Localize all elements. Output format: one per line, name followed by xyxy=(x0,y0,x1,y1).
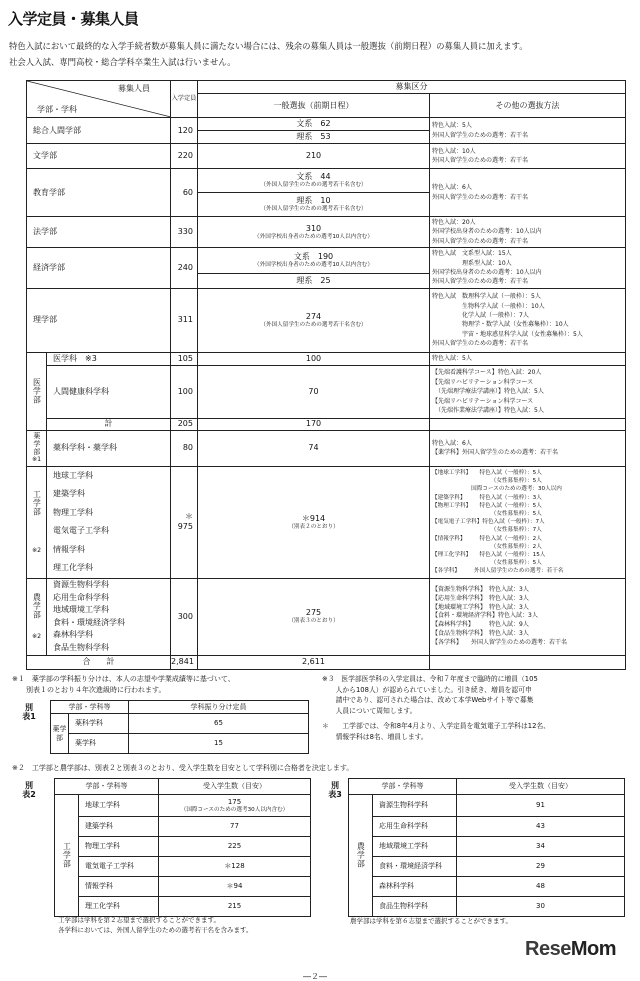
row-ko-cap: ＊975 xyxy=(171,466,198,578)
row-kei-name: 経済学部 xyxy=(27,248,171,289)
t2-h1: 学部・学科等 xyxy=(55,779,159,795)
header-boshu: 募集人員 xyxy=(118,84,150,93)
row-sogo-cap: 120 xyxy=(171,118,198,144)
table-1 xyxy=(50,700,309,754)
row-ko-depts: 地球工学科 建築学科 物理工学科 電気電子工学科 情報学科 理工化学科 xyxy=(47,466,171,578)
t3-h1: 学部・学科等 xyxy=(349,779,457,795)
header-kubun: 募集区分 xyxy=(198,81,626,94)
admission-table xyxy=(26,80,626,670)
row-kei-rikei: 理系 25 xyxy=(198,273,430,288)
header-sonota: その他の選抜方法 xyxy=(430,94,626,118)
t2-row-value: 175 （国際コースのための選考30人以内含む） xyxy=(159,795,311,817)
row-igaku-kei-ippan: 170 xyxy=(198,418,430,430)
intro-line-2: 社会人入試、専門高校・総合学科卒業生入試は行いません。 xyxy=(9,57,236,67)
row-yaku-name: 薬科学科・薬学科 xyxy=(47,430,171,466)
row-kyo-notes: 特色入試：6人 外国人留学生のための選考：若干名 xyxy=(430,169,626,217)
t3-row-name: 森林科学科 xyxy=(373,877,457,897)
row-ho-ippan: 310 （外国学校出身者のための選考10人以内含む） xyxy=(198,217,430,248)
row-igaku-kenko-ippan: 70 xyxy=(198,365,430,418)
t1-fac: 薬学部 xyxy=(51,714,69,754)
t3-row-value: 43 xyxy=(457,817,625,837)
t3-row-name: 食料・環境経済学科 xyxy=(373,857,457,877)
t2-row-value: ＊94 xyxy=(159,877,311,897)
resemom-logo: ReseMom xyxy=(525,938,616,960)
t2-row-name: 建築学科 xyxy=(79,817,159,837)
row-bun-name: 文学部 xyxy=(27,144,171,169)
page-number: ―２― xyxy=(303,972,327,981)
header-diagonal-cell xyxy=(27,81,171,118)
t2-fac: 工学部 xyxy=(55,795,79,917)
row-kei-bunkei: 文系 190 （外国学校出身者のための選考10人以内含む） xyxy=(198,248,430,274)
row-kyo-bunkei: 文系 44 （外国人留学生のための選考若干名含む） xyxy=(198,169,430,193)
t2-row-value: 77 xyxy=(159,817,311,837)
table1-label: 別表1 xyxy=(22,703,36,721)
t3-row-name: 資源生物科学科 xyxy=(373,795,457,817)
row-sogo-notes: 特色入試：5人 外国人留学生のための選考：若干名 xyxy=(430,118,626,144)
t2-row-name: 情報学科 xyxy=(79,877,159,897)
header-teiin: 入学定員 xyxy=(171,81,198,118)
t2-row-name: 物理工学科 xyxy=(79,837,159,857)
total-blank xyxy=(430,655,626,669)
row-kyo-name: 教育学部 xyxy=(27,169,171,217)
ko-label: 工学部 ※2 xyxy=(27,466,47,578)
row-kei-cap: 240 xyxy=(171,248,198,289)
t2-row-name: 電気電子工学科 xyxy=(79,857,159,877)
row-igaku-kenko-cap: 100 xyxy=(171,365,198,418)
t3-row-name: 地域環境工学科 xyxy=(373,837,457,857)
t2-row-value: 225 xyxy=(159,837,311,857)
row-igaku-ika-cap: 105 xyxy=(171,352,198,365)
t2-row-name: 地球工学科 xyxy=(79,795,159,817)
note-3: ※３ 医学部医学科の入学定員は、令和７年度まで臨時的に増員（105 人から108人）が認められていました。引き続き、増員を認可申 請中であり、認可された場合は、改めて本学Webサイト等で募集 人員について周知します。 xyxy=(322,675,538,715)
t1-row-value: 65 xyxy=(129,714,309,734)
t1-row-value: 15 xyxy=(129,734,309,754)
row-sogo-name: 総合人間学部 xyxy=(27,118,171,144)
note-1: ※１ 薬学部の学科振り分けは、本人の志望や学業成績等に基づいて、 別表１のとおり４年次進級時に行われます。 xyxy=(12,675,235,694)
row-ho-cap: 330 xyxy=(171,217,198,248)
row-yaku-ippan: 74 xyxy=(198,430,430,466)
t2-row-value: 215 xyxy=(159,897,311,917)
row-no-notes: 【資源生物科学科】 特色入試：3人 【応用生命科学科】 特色入試：3人 【地域環境工学科】 特色入試：3人 【食料・環境経済学科】特色入試：3人 【森林科学科】 特色入試：9人 【食品生物科学科】 特色入試：3人 【各学科】 外国人留学生のための選考：若干名 xyxy=(430,578,626,655)
row-igaku-kenko-notes: 【先端看護科学コース】特色入試：20人 【先端リハビリテーション科学コース （先端理学療法学講座）】特色入試：5人 【先端リハビリテーション科学コース （先端作業療法学講座）】特色入試：5人 xyxy=(430,365,626,418)
row-bun-notes: 特色入試：10人 外国人留学生のための選考：若干名 xyxy=(430,144,626,169)
t3-row-name: 応用生命科学科 xyxy=(373,817,457,837)
row-sogo-rikei: 理系 53 xyxy=(198,131,430,144)
t1-row-name: 薬学科 xyxy=(69,734,129,754)
row-ri-notes: 特色入試 数理科学入試（一般枠）：5人 生物科学入試（一般枠）：10人 化学入試（一般枠）：7人 物理学・数学入試（女性募集枠）：10人 宇宙・地球惑星科学入試（女性募集枠）：5人 外国人留学生のための選考：若干名 xyxy=(430,288,626,352)
header-gakubu: 学部・学科 xyxy=(37,105,77,114)
row-igaku-ika-ippan: 100 xyxy=(198,352,430,365)
row-kyo-rikei: 理系 10 （外国人留学生のための選考若干名含む） xyxy=(198,193,430,217)
table2-label: 別表2 xyxy=(22,781,36,799)
row-igaku-kei-label: 計 xyxy=(47,418,171,430)
table-3 xyxy=(348,778,625,917)
t3-h2: 受入学生数（目安） xyxy=(457,779,625,795)
yaku-label: 薬学部 ※1 xyxy=(27,430,47,466)
total-ippan: 2,611 xyxy=(198,655,430,669)
row-kei-notes: 特色入試 文系型入試：15人 理系型入試：10人 外国学校出身者のための選考：10人以内 外国人留学生のための選考：若干名 xyxy=(430,248,626,289)
row-kyo-cap: 60 xyxy=(171,169,198,217)
no-label: 農学部 ※2 xyxy=(27,578,47,655)
row-ri-name: 理学部 xyxy=(27,288,171,352)
intro-line-1: 特色入試において最終的な入学手続者数が募集人員に満たない場合には、残余の募集人員は一般選抜（前期日程）の募集人員に加えます。 xyxy=(9,41,528,51)
t1-row-name: 薬科学科 xyxy=(69,714,129,734)
row-ri-cap: 311 xyxy=(171,288,198,352)
header-ippan: 一般選抜（前期日程） xyxy=(198,94,430,118)
row-igaku-kei-cap: 205 xyxy=(171,418,198,430)
t3-fac: 農学部 xyxy=(349,795,373,917)
t3-row-value: 91 xyxy=(457,795,625,817)
total-label: 合 計 xyxy=(27,655,171,669)
t2-footnote: 工学部は学科を第２志望まで選択することができます。 各学科においては、外国人留学生のための選考若干名を含みます。 xyxy=(58,916,253,934)
t2-row-name: 理工化学科 xyxy=(79,897,159,917)
row-no-ippan: 275 （別表３のとおり） xyxy=(198,578,430,655)
note-asterisk: ＊ 工学部では、令和8年4月より、入学定員を電気電子工学科は12名、 情報学科は8名、増員します。 xyxy=(322,722,550,741)
row-no-cap: 300 xyxy=(171,578,198,655)
t1-h2: 学科振り分け定員 xyxy=(129,701,309,714)
row-no-depts: 資源生物科学科 応用生命科学科 地域環境工学科 食料・環境経済学科 森林科学科 食品生物科学科 xyxy=(47,578,171,655)
t3-row-name: 食品生物科学科 xyxy=(373,897,457,917)
t1-h1: 学部・学科等 xyxy=(51,701,129,714)
row-yaku-cap: 80 xyxy=(171,430,198,466)
row-ho-name: 法学部 xyxy=(27,217,171,248)
row-ri-ippan: 274 （外国人留学生のための選考若干名含む） xyxy=(198,288,430,352)
t3-row-value: 29 xyxy=(457,857,625,877)
total-cap: 2,841 xyxy=(171,655,198,669)
t3-row-value: 30 xyxy=(457,897,625,917)
row-ko-ippan: ＊914 （別表２のとおり） xyxy=(198,466,430,578)
row-igaku-ika-name: 医学科 ※3 xyxy=(47,352,171,365)
row-sogo-bunkei: 文系 62 xyxy=(198,118,430,131)
row-igaku-ika-notes: 特色入試：5人 xyxy=(430,352,626,365)
t3-footnote: 農学部は学科を第６志望まで選択することができます。 xyxy=(350,917,512,925)
table-2 xyxy=(54,778,311,917)
t3-row-value: 34 xyxy=(457,837,625,857)
row-ko-notes: 【地球工学科】 特色入試（一般枠）：5人 （女性募集枠）：5人 国際コースのための選考：30人以内 【建築学科】 特色入試（一般枠）：3人 【物理工学科】 特色入試（一般枠）：5人 （女性募集枠）：5人 【電気電子工学科】特色入試（一般枠）：7人 （女性募集枠）：7人 【情報学科】 特色入試（一般枠）：2人 （女性募集枠）：2人 【理工化学科】 特色入試（一般枠）：15人 （女性募集枠）：5人 【各学科】 外国人留学生のための選考：若干名 xyxy=(430,466,626,578)
row-igaku-kei-blank xyxy=(430,418,626,430)
note-2: ※２ 工学部と農学部は、別表２と別表３のとおり、受入学生数を目安として学科別に合格者を決定します。 xyxy=(12,764,354,772)
row-ho-notes: 特色入試：20人 外国学校出身者のための選考：10人以内 外国人留学生のための選考：若干名 xyxy=(430,217,626,248)
row-yaku-notes: 特色入試：6人 【薬学科】外国人留学生のための選考：若干名 xyxy=(430,430,626,466)
row-bun-cap: 220 xyxy=(171,144,198,169)
t2-h2: 受入学生数（目安） xyxy=(159,779,311,795)
table3-label: 別表3 xyxy=(328,781,342,799)
t2-row-value: ＊128 xyxy=(159,857,311,877)
t3-row-value: 48 xyxy=(457,877,625,897)
igaku-label: 医学部 xyxy=(27,352,47,430)
page-title: 入学定員・募集人員 xyxy=(8,10,139,28)
row-bun-ippan: 210 xyxy=(198,144,430,169)
row-igaku-kenko-name: 人間健康科学科 xyxy=(47,365,171,418)
